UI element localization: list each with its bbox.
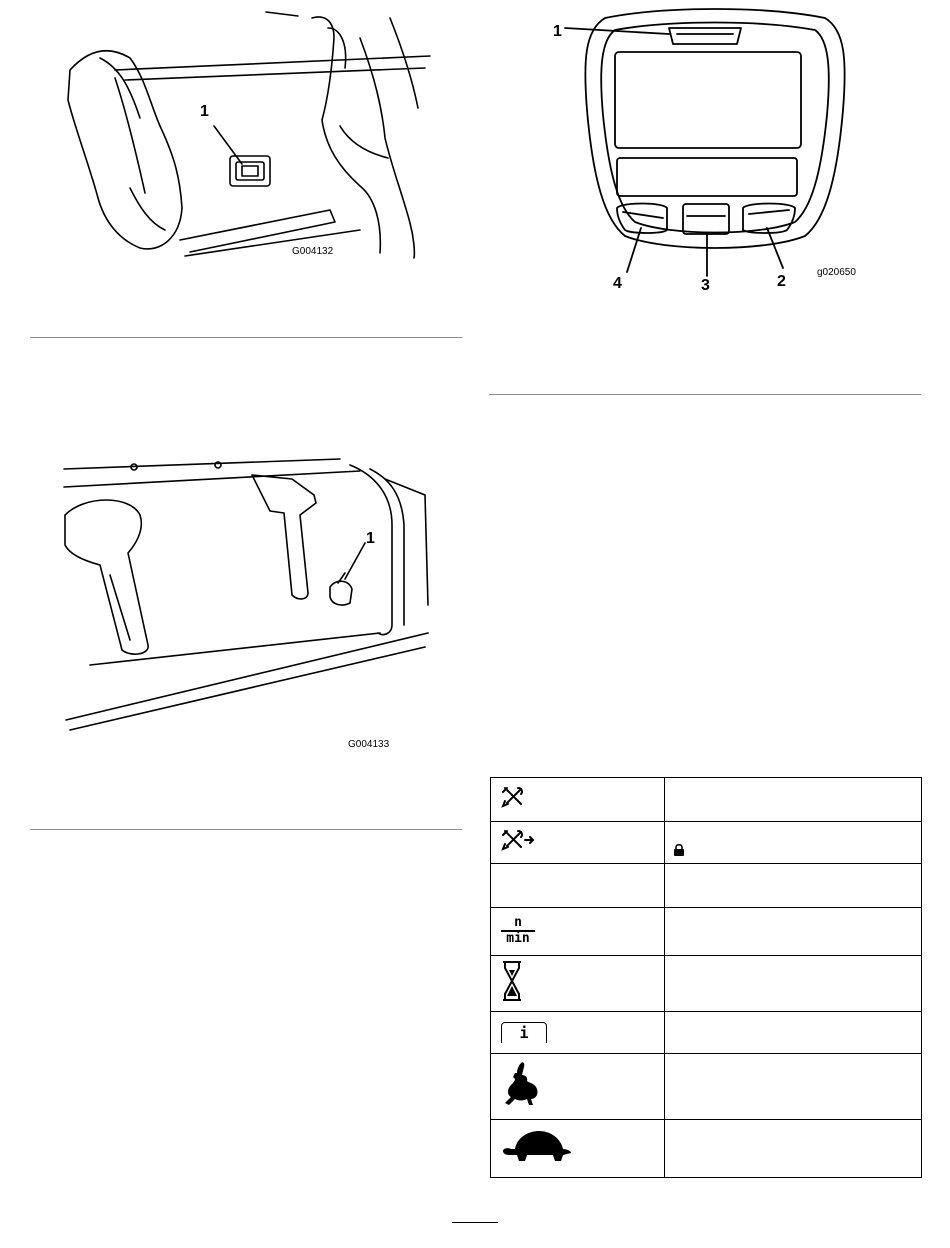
figure-g020650-callout-2: 2 (777, 273, 786, 290)
info-icon (501, 1022, 547, 1043)
icon-cell (491, 908, 665, 956)
table-row (491, 822, 922, 864)
description-cell (664, 864, 921, 908)
description-cell (664, 1054, 921, 1120)
wrench-screwdriver-arrow-icon (501, 829, 535, 851)
icon-cell (491, 1054, 665, 1120)
divider-3 (489, 394, 921, 395)
figure-g020650-callout-1: 1 (553, 23, 562, 40)
figure-g004133-callout-1: 1 (366, 530, 375, 547)
divider-1 (30, 337, 462, 338)
figure-g004132 (30, 8, 470, 278)
icon-cell (491, 956, 665, 1012)
table-row (491, 1120, 922, 1178)
hourglass-icon (501, 960, 523, 1002)
figure-g020650-code: g020650 (817, 267, 856, 278)
table-row (491, 1054, 922, 1120)
table-row (491, 778, 922, 822)
info-glyph: i (519, 1024, 529, 1042)
figure-g004132-illustration (30, 8, 470, 278)
padlock-icon (673, 843, 685, 857)
figure-g020650-callout-4: 4 (613, 275, 622, 292)
figure-g020650-callout-3: 3 (701, 277, 710, 294)
footer-rule (452, 1222, 498, 1223)
figure-g004132-callout-1: 1 (200, 103, 209, 120)
figure-g020650 (545, 0, 885, 300)
icon-cell (491, 1120, 665, 1178)
description-cell (664, 956, 921, 1012)
figure-g020650-illustration (545, 0, 885, 300)
table-row (491, 864, 922, 908)
table-row (491, 908, 922, 956)
description-cell (664, 1120, 921, 1178)
icon-cell (491, 864, 665, 908)
description-cell (664, 908, 921, 956)
description-cell (664, 1012, 921, 1054)
figure-g004133-illustration (30, 455, 470, 755)
icon-cell (491, 1012, 665, 1054)
description-cell (664, 822, 921, 864)
n-over-min-icon (501, 916, 535, 946)
min-glyph: min (506, 931, 530, 946)
icon-table (490, 777, 922, 1178)
wrench-screwdriver-icon (501, 786, 525, 808)
table-row (491, 1012, 922, 1054)
description-cell (664, 778, 921, 822)
turtle-icon (501, 1129, 573, 1163)
figure-g004133-code: G004133 (348, 739, 390, 750)
rabbit-icon (501, 1061, 541, 1107)
figure-g004132-code: G004132 (292, 246, 334, 257)
icon-cell (491, 822, 665, 864)
figure-g004133 (30, 455, 470, 755)
table-row (491, 956, 922, 1012)
n-glyph: n (514, 915, 522, 930)
icon-cell (491, 778, 665, 822)
divider-2 (30, 829, 462, 830)
